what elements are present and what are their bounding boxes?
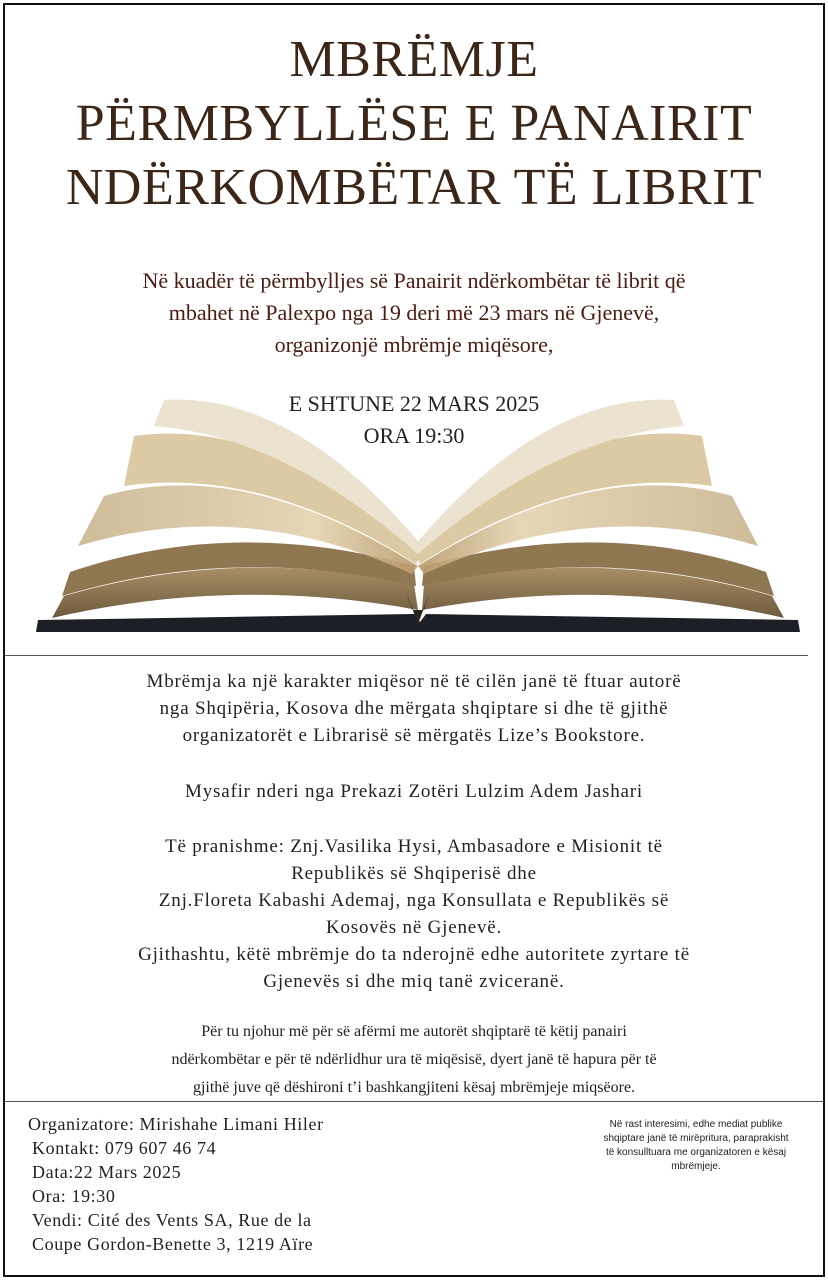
intro-paragraph <box>0 265 828 361</box>
organizer-venue-line-1: Vendi: Cité des Vents SA, Rue de la <box>32 1210 312 1230</box>
media-note <box>580 1118 812 1174</box>
title-line-2: PËRMBYLLËSE E PANAIRIT <box>75 95 753 152</box>
description-paragraph <box>0 668 828 749</box>
attendees-paragraph <box>0 833 828 995</box>
organizer-name: Organizatore: Mirishahe Limani Hiler <box>28 1114 324 1134</box>
media-note-line-2: shqiptare janë të mirëpritura, paraprakisht <box>603 1133 789 1144</box>
invitation-paragraph <box>0 1018 828 1102</box>
poster-title <box>0 28 828 220</box>
title-line-3: NDËRKOMBËTAR TË LIBRIT <box>65 159 763 216</box>
invitation-line-2: ndërkombëtar e për të ndërlidhur ura të miqësisë, dyert janë të hapura për të <box>171 1051 657 1068</box>
media-note-line-1: Në rast interesimi, edhe mediat publike <box>609 1119 783 1130</box>
divider-bottom <box>5 1101 823 1102</box>
attendees-line-4: Kosovës në Gjenevë. <box>325 917 503 938</box>
guest-line: Mysafir nderi nga Prekazi Zotëri Lulzim Adem Jashari <box>185 781 643 802</box>
media-note-line-4: mbrëmjeje. <box>671 1161 721 1172</box>
guest-of-honor <box>0 778 828 805</box>
event-datetime <box>0 388 828 452</box>
attendees-line-5: Gjithashtu, këtë mbrëmje do ta nderojnë edhe autoritete zyrtare të <box>138 944 690 965</box>
media-note-line-3: të konsulltuara me organizatoren e kësaj <box>605 1147 787 1158</box>
intro-line-1: Në kuadër të përmbylljes së Panairit ndërkombëtar të librit që <box>142 268 686 293</box>
attendees-line-1: Të pranishme: Znj.Vasilika Hysi, Ambasadore e Misionit të <box>165 836 663 857</box>
organizer-contact: Kontakt: 079 607 46 74 <box>32 1138 217 1158</box>
divider-top <box>5 655 808 656</box>
intro-line-3: organizonjë mbrëmje miqësore, <box>274 332 554 357</box>
invitation-line-1: Për tu njohur më për së afërmi me autorët shqiptarë të këtij panairi <box>201 1023 627 1040</box>
description-line-2: nga Shqipëria, Kosova dhe mërgata shqiptare si dhe të gjithë <box>159 698 669 719</box>
description-line-1: Mbrëmja ka një karakter miqësor në të cilën janë të ftuar autorë <box>146 671 682 692</box>
organizer-venue-line-2: Coupe Gordon-Benette 3, 1219 Aïre <box>32 1234 314 1254</box>
attendees-line-2: Republikës së Shqiperisë dhe <box>291 863 537 884</box>
invitation-line-3: gjithë juve që dëshironi t’i bashkangjiteni kësaj mbrëmjeje miqsëore. <box>192 1079 636 1096</box>
organizer-info <box>28 1112 324 1256</box>
attendees-line-3: Znj.Floreta Kabashi Ademaj, nga Konsullata e Republikës së <box>158 890 670 911</box>
organizer-date: Data:22 Mars 2025 <box>32 1162 182 1182</box>
intro-line-2: mbahet në Palexpo nga 19 deri më 23 mars në Gjenevë, <box>168 300 660 325</box>
title-line-1: MBRËMJE <box>289 31 539 88</box>
event-time: ORA 19:30 <box>363 423 465 448</box>
organizer-time: Ora: 19:30 <box>32 1186 116 1206</box>
event-date: E SHTUNE 22 MARS 2025 <box>288 391 540 416</box>
attendees-line-6: Gjenevës si dhe miq tanë zviceranë. <box>263 971 565 992</box>
description-line-3: organizatorët e Librarisë së mërgatës Lize’s Bookstore. <box>182 725 646 746</box>
